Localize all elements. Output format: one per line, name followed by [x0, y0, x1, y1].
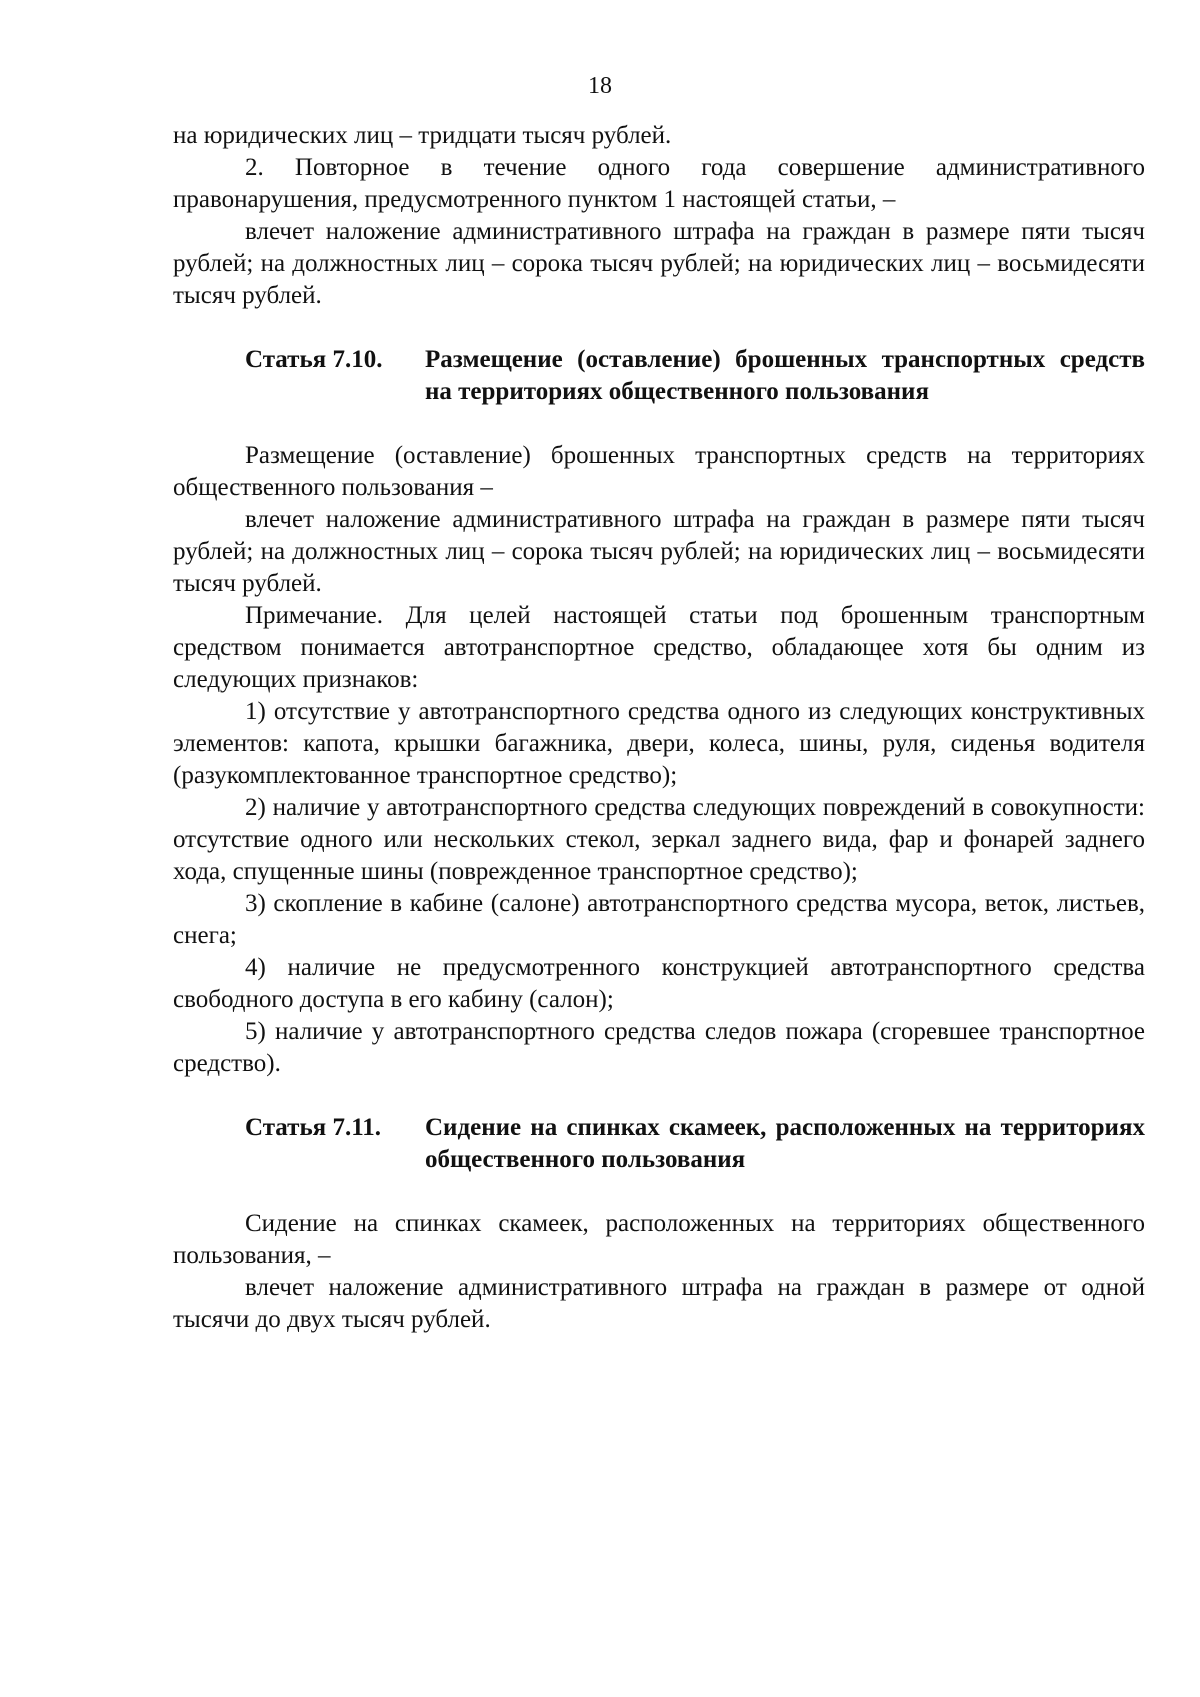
spacer	[173, 1176, 1145, 1208]
paragraph-5: влечет наложение административного штрафа на граждан в размере пяти тысяч рублей; на должностных лиц – сорока тысяч рублей; на юридических лиц – восьмидесяти тысяч рублей.	[173, 506, 1145, 597]
page-number: 18	[588, 73, 612, 99]
spacer	[173, 408, 1145, 440]
paragraph-10: 4) наличие не предусмотренного конструкцией автотранспортного средства свободного доступа в его кабину (салон);	[173, 954, 1145, 1013]
paragraph-13: влечет наложение административного штрафа на граждан в размере от одной тысячи до двух тысяч рублей.	[173, 1274, 1145, 1333]
paragraph-4: Размещение (оставление) брошенных транспортных средств на территориях общественного пользования –	[173, 442, 1145, 501]
document-body	[173, 120, 1145, 1336]
article-title: Сидение на спинках скамеек, расположенных на территориях общественного пользования	[425, 1114, 1145, 1173]
spacer	[173, 312, 1145, 344]
article-title: Размещение (оставление) брошенных транспортных средств на территориях общественного пользования	[425, 346, 1145, 405]
paragraph-9: 3) скопление в кабине (салоне) автотранспортного средства мусора, веток, листьев, снега;	[173, 890, 1145, 949]
paragraph-7: 1) отсутствие у автотранспортного средства одного из следующих конструктивных элементов: капота, крышки багажника, двери, колеса, шины, руля, сиденья водителя (разукомплектованное транспортное средство);	[173, 698, 1145, 789]
paragraph-11: 5) наличие у автотранспортного средства следов пожара (сгоревшее транспортное средство).	[173, 1018, 1145, 1077]
spacer	[173, 1080, 1145, 1112]
paragraph-3: влечет наложение административного штрафа на граждан в размере пяти тысяч рублей; на должностных лиц – сорока тысяч рублей; на юридических лиц – восьмидесяти тысяч рублей.	[173, 218, 1145, 309]
article-number: Статья 7.11.	[245, 1114, 382, 1141]
article-heading-7-10	[173, 344, 1145, 408]
article-number: Статья 7.10.	[245, 346, 383, 373]
article-heading-7-11	[173, 1112, 1145, 1176]
paragraph-6: Примечание. Для целей настоящей статьи под брошенным транспортным средством понимается автотранспортное средство, обладающее хотя бы одним из следующих признаков:	[173, 602, 1145, 693]
paragraph-12: Сидение на спинках скамеек, расположенных на территориях общественного пользования, –	[173, 1210, 1145, 1269]
paragraph-2: 2. Повторное в течение одного года совершение административного правонарушения, предусмотренного пунктом 1 настоящей статьи, –	[173, 154, 1145, 213]
paragraph-8: 2) наличие у автотранспортного средства следующих повреждений в совокупности: отсутствие одного или нескольких стекол, зеркал заднего вида, фар и фонарей заднего хода, спущенные шины (поврежденное транспортное средство);	[173, 794, 1145, 885]
paragraph-1: на юридических лиц – тридцати тысяч рублей.	[173, 122, 672, 149]
